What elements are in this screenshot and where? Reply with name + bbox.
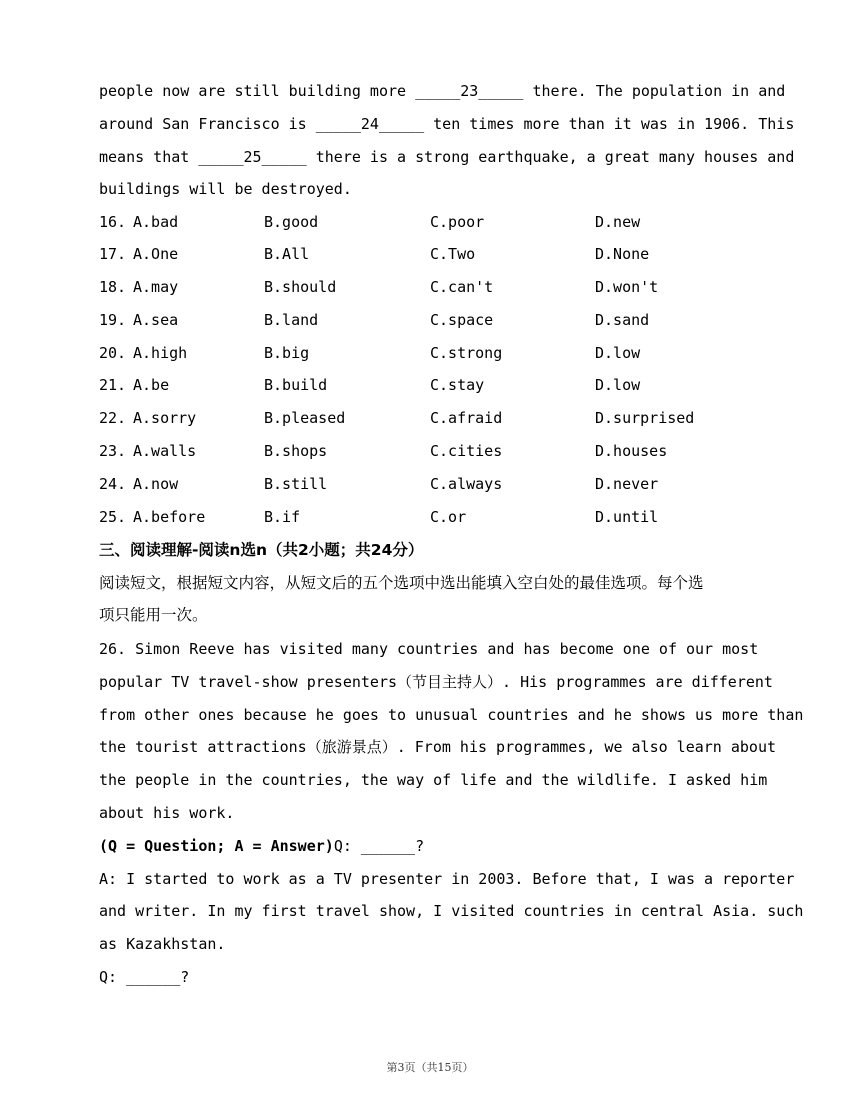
- answer-line: as Kazakhstan.: [99, 935, 226, 953]
- option-a: A.now: [133, 475, 179, 493]
- question-16: [99, 213, 779, 237]
- option-a: A.sorry: [133, 409, 197, 427]
- q26-line: from other ones because he goes to unusual countries and he shows us more than: [99, 706, 804, 724]
- qa-legend: (Q = Question; A = Answer): [99, 837, 334, 855]
- option-a: A.be: [133, 376, 170, 394]
- question-number: 20.: [99, 344, 127, 362]
- option-c: C.stay: [430, 376, 485, 394]
- q26-line: about his work.: [99, 804, 235, 822]
- option-c: C.strong: [430, 344, 503, 362]
- section-instruction: 项只能用一次。: [99, 606, 208, 624]
- option-d: D.houses: [595, 442, 668, 460]
- page-footer: 第3页（共15页）: [386, 1061, 474, 1074]
- option-b: B.pleased: [264, 409, 346, 427]
- question-25: [99, 508, 779, 532]
- qa-line: [99, 836, 424, 856]
- option-d: D.won't: [595, 278, 659, 296]
- option-b: B.shops: [264, 442, 328, 460]
- option-b: B.should: [264, 278, 337, 296]
- question-22: [99, 409, 779, 433]
- option-c: C.can't: [430, 278, 494, 296]
- option-b: B.good: [264, 213, 319, 231]
- option-b: B.build: [264, 376, 328, 394]
- option-b: B.land: [264, 311, 319, 329]
- option-d: D.None: [595, 245, 650, 263]
- option-c: C.afraid: [430, 409, 503, 427]
- question-prompt: Q: ______?: [333, 837, 425, 855]
- section-instruction: 阅读短文，根据短文内容，从短文后的五个选项中选出能填入空白处的最佳选项。每个选: [99, 574, 704, 592]
- option-d: D.low: [595, 376, 641, 394]
- option-d: D.surprised: [595, 409, 695, 427]
- question-number: 19.: [99, 311, 127, 329]
- q26-line: 26. Simon Reeve has visited many countries and has become one of our most: [99, 640, 759, 658]
- option-c: C.or: [430, 508, 467, 526]
- option-c: C.cities: [430, 442, 503, 460]
- option-c: C.Two: [430, 245, 476, 263]
- question-18: [99, 278, 779, 302]
- option-b: B.if: [264, 508, 301, 526]
- option-d: D.until: [595, 508, 659, 526]
- passage-line: people now are still building more _____23_____ there. The population in and: [99, 82, 786, 100]
- q26-line: popular TV travel-show presenters（节目主持人）. His programmes are different: [99, 673, 773, 691]
- q26-line: the people in the countries, the way of life and the wildlife. I asked him: [99, 771, 768, 789]
- question-prompt: Q: ______?: [99, 968, 190, 986]
- question-24: [99, 475, 779, 499]
- passage-line: means that _____25_____ there is a strong earthquake, a great many houses and: [99, 148, 795, 166]
- option-c: C.poor: [430, 213, 485, 231]
- question-21: [99, 376, 779, 400]
- question-number: 24.: [99, 475, 127, 493]
- option-a: A.may: [133, 278, 179, 296]
- passage-line: around San Francisco is _____24_____ ten times more than it was in 1906. This: [99, 115, 795, 133]
- section-heading: 三、阅读理解-阅读n选n（共2小题；共24分）: [99, 541, 424, 559]
- option-d: D.new: [595, 213, 641, 231]
- question-number: 23.: [99, 442, 127, 460]
- question-number: 21.: [99, 376, 127, 394]
- option-a: A.sea: [133, 311, 179, 329]
- question-number: 16.: [99, 213, 127, 231]
- option-b: B.big: [264, 344, 310, 362]
- question-number: 17.: [99, 245, 127, 263]
- answer-line: A: I started to work as a TV presenter in 2003. Before that, I was a reporter: [99, 870, 795, 888]
- question-17: [99, 245, 779, 269]
- option-a: A.high: [133, 344, 188, 362]
- question-number: 18.: [99, 278, 127, 296]
- question-19: [99, 311, 779, 335]
- question-20: [99, 344, 779, 368]
- question-number: 25.: [99, 508, 127, 526]
- passage-line: buildings will be destroyed.: [99, 180, 352, 198]
- option-c: C.always: [430, 475, 503, 493]
- option-d: D.never: [595, 475, 659, 493]
- option-a: A.before: [133, 508, 206, 526]
- option-b: B.All: [264, 245, 310, 263]
- option-b: B.still: [264, 475, 328, 493]
- question-23: [99, 442, 779, 466]
- option-a: A.walls: [133, 442, 197, 460]
- option-c: C.space: [430, 311, 494, 329]
- answer-line: and writer. In my first travel show, I visited countries in central Asia. such: [99, 902, 804, 920]
- option-d: D.low: [595, 344, 641, 362]
- option-a: A.One: [133, 245, 179, 263]
- option-d: D.sand: [595, 311, 650, 329]
- question-number: 22.: [99, 409, 127, 427]
- option-a: A.bad: [133, 213, 179, 231]
- q26-line: the tourist attractions（旅游景点）. From his programmes, we also learn about: [99, 738, 777, 756]
